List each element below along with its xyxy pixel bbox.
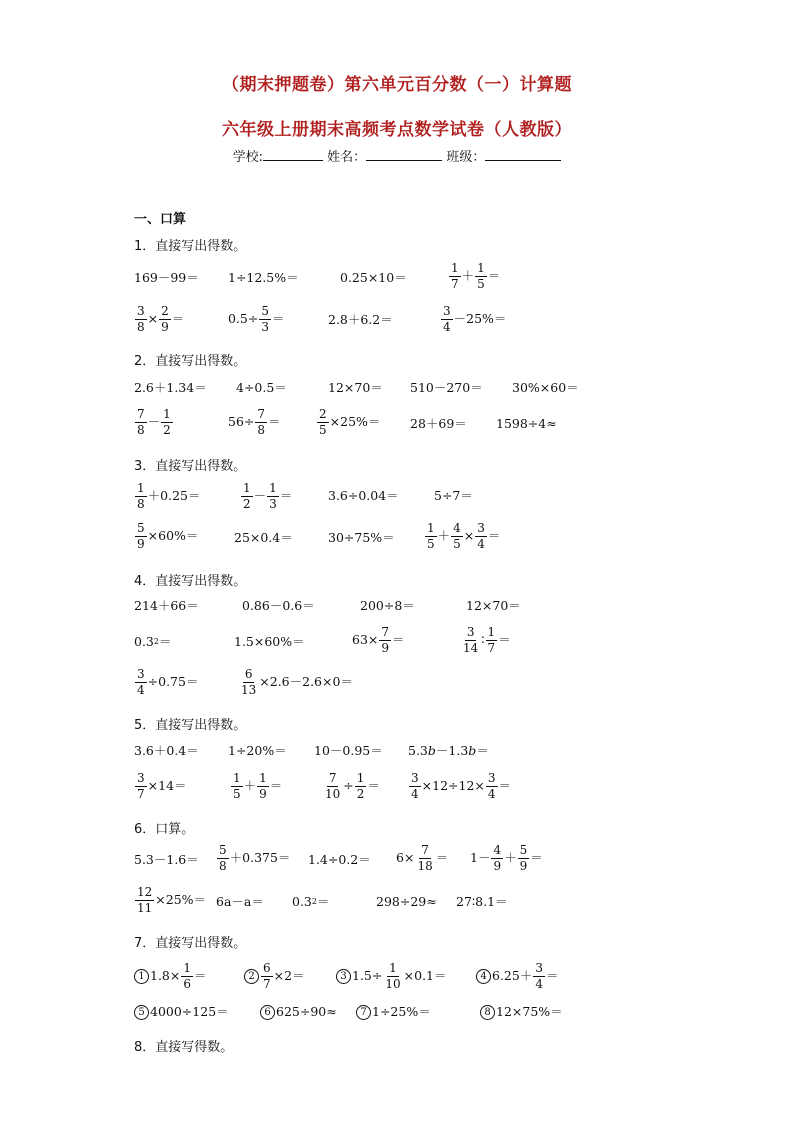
q6-expr-d: 6× $\frac{7}{18}$ ＝ [396,843,449,874]
q2-expr-a: 2.6＋1.34＝ [134,380,207,395]
q6-expr-c: 1.4÷0.2＝ [308,852,371,867]
q2-expr-e: 30%×60＝ [512,380,579,395]
q1-expr-e: $\frac{3}{8}$ × $\frac{2}{9}$ ＝ [137,304,185,335]
q2-expr-g: 56÷ $\frac{7}{8}$ ＝ [228,407,281,438]
q2-expr-j: 1598÷4≈ [496,416,557,431]
q5-expr-e: $\frac{3}{7}$ ×14＝ [137,771,187,802]
circled-number-7: 7 [356,1005,371,1020]
q1-expr-d: 1 7 ＋ 1 5 ＝ [451,261,501,292]
q6-expr-b: 5 8 ＋0.375＝ [219,843,291,874]
circled-number-1: 1 [134,969,149,984]
q4-expr-i: $\frac{3}{4}$ ÷0.75＝ [137,667,199,698]
question-1-label: 1．直接写出得数。 [134,239,247,254]
q7-expr-7: 7 1÷25%＝ [356,1005,431,1020]
q3-expr-d: 5÷7＝ [434,488,473,503]
circled-number-3: 3 [336,969,351,984]
circled-number-2: 2 [244,969,259,984]
q6-expr-i: 298÷29≈ [376,894,437,909]
circled-number-8: 8 [480,1005,495,1020]
q3-expr-g: 30÷75%＝ [328,530,395,545]
name-blank[interactable] [366,148,442,161]
q7-expr-2: 2 $\frac{6}{7}$ ×2＝ [244,962,305,991]
question-4-label: 4．直接写出得数。 [134,574,247,589]
question-2-label: 2．直接写出得数。 [134,354,247,369]
student-info-line [0,146,794,165]
q6-expr-e: 1－ 4 9 ＋ 5 9 ＝ [470,843,543,874]
q2-expr-h: $\frac{2}{5}$ ×25%＝ [319,407,381,438]
circled-number-6: 6 [260,1005,275,1020]
question-3-label: 3．直接写出得数。 [134,459,247,474]
q2-expr-c: 12×70＝ [328,380,383,395]
q6-expr-g: 6a－a＝ [216,894,264,909]
circled-number-5: 5 [134,1005,149,1020]
q4-expr-h: 3 14 ∶ 1 7 ＝ [463,625,511,656]
q3-expr-h: 1 5 ＋ $\frac{4}{5}$ × $\frac{3}{4}$ ＝ [427,521,501,552]
class-label: 班级： [446,150,486,165]
q7-expr-6: 6 625÷90≈ [260,1005,337,1020]
question-5-label: 5．直接写出得数。 [134,718,247,733]
q7-expr-1: 1 1.8× $\frac{1}{6}$ ＝ [134,962,207,991]
title-line-1: （期末押题卷）第六单元百分数（一）计算题 [222,75,572,95]
q4-expr-e: 0.3 2 ＝ [134,634,172,649]
q5-expr-d: 5.3 b －1.3 b ＝ [408,743,489,758]
q7-expr-3: 3 1.5÷ $\frac{1}{10}$ ×0.1＝ [336,962,447,991]
q7-expr-5: 5 4000÷125＝ [134,1005,229,1020]
q3-expr-f: 25×0.4＝ [234,530,293,545]
q2-expr-i: 28＋69＝ [410,416,467,431]
q3-expr-e: $\frac{5}{9}$ ×60%＝ [137,521,199,552]
q4-expr-g: 63× $\frac{7}{9}$ ＝ [352,625,405,656]
section-heading: 一、口算 [134,212,187,227]
title-line-2: 六年级上册期末高频考点数学试卷（人教版） [222,120,572,140]
school-blank[interactable] [263,148,323,161]
q4-expr-d: 12×70＝ [466,598,521,613]
q1-expr-c: 0.25×10＝ [340,270,407,285]
q2-expr-b: 4÷0.5＝ [236,380,287,395]
q3-expr-a: 1 8 ＋0.25＝ [137,481,201,512]
q1-expr-f: 0.5÷ $\frac{5}{3}$ ＝ [228,304,285,335]
q6-expr-a: 5.3－1.6＝ [134,852,199,867]
q2-expr-d: 510－270＝ [410,380,483,395]
q4-expr-j: $\frac{6}{13}$ ×2.6－2.6×0＝ [241,667,353,698]
circled-number-4: 4 [476,969,491,984]
q3-expr-b: 1 2 － 1 3 ＝ [243,481,293,512]
q1-expr-h: 3 4 －25%＝ [443,304,507,335]
name-label: 姓名： [327,150,367,165]
q5-expr-f: 1 5 ＋ 1 9 ＝ [233,771,283,802]
question-7-label: 7．直接写出得数。 [134,936,247,951]
q2-expr-f: 7 8 － 1 2 [137,407,171,438]
q4-expr-b: 0.86－0.6＝ [242,598,315,613]
question-6-label: 6．口算。 [134,822,195,837]
q1-expr-g: 2.8＋6.2＝ [328,312,393,327]
q5-expr-g: $\frac{7}{10}$ ÷ $\frac{1}{2}$ ＝ [325,771,380,802]
q5-expr-c: 10－0.95＝ [314,743,383,758]
q6-expr-h: 0.3 2 ＝ [292,894,330,909]
q4-expr-c: 200÷8＝ [360,598,415,613]
school-label: 学校: [232,150,264,165]
q3-expr-c: 3.6÷0.04＝ [328,488,399,503]
q7-expr-4: 4 6.25＋ 3 4 ＝ [476,962,559,991]
q6-expr-j: 27∶8.1＝ [456,894,508,909]
q4-expr-f: 1.5×60%＝ [234,634,305,649]
q1-expr-a: 169－99＝ [134,270,199,285]
q5-expr-b: 1÷20%＝ [228,743,287,758]
q4-expr-a: 214＋66＝ [134,598,199,613]
q7-expr-8: 8 12×75%＝ [480,1005,563,1020]
class-blank[interactable] [485,148,561,161]
question-8-label: 8．直接写得数。 [134,1040,234,1055]
q1-expr-b: 1÷12.5%＝ [228,270,299,285]
q5-expr-a: 3.6＋0.4＝ [134,743,199,758]
q6-expr-f: $\frac{12}{11}$ ×25%＝ [137,885,207,916]
q5-expr-h: $\frac{3}{4}$ ×12÷12× $\frac{3}{4}$ ＝ [411,771,512,802]
